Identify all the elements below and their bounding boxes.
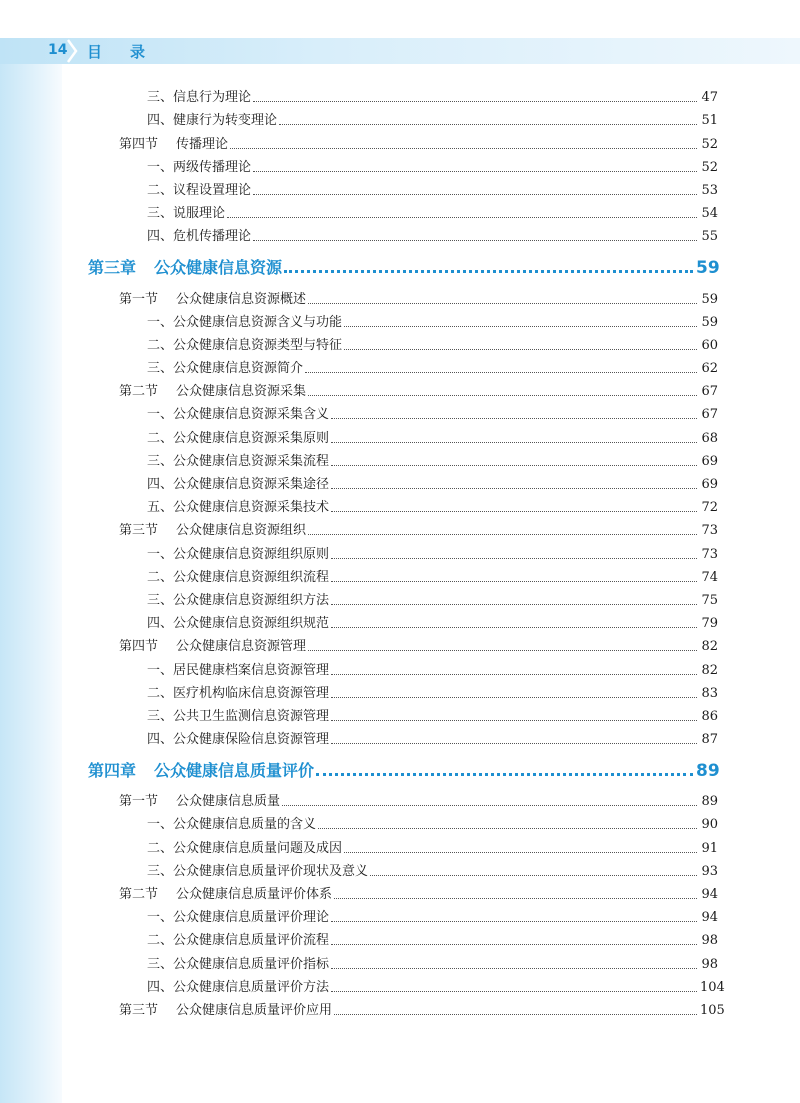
toc-entry-label xyxy=(147,407,329,423)
toc-entry-label xyxy=(147,500,329,516)
toc-chapter-row[interactable] xyxy=(88,253,718,278)
toc-entry-number: 四、 xyxy=(147,229,174,245)
toc-entry-label xyxy=(147,90,251,106)
toc-item-row[interactable] xyxy=(88,400,718,423)
toc-entry-title: 公众健康信息资源组织方法 xyxy=(173,592,330,608)
toc-section-row[interactable] xyxy=(88,787,718,810)
toc-page-number: 59 xyxy=(701,291,718,307)
toc-entry-number: 二、 xyxy=(147,430,174,446)
toc-page-number: 53 xyxy=(701,182,718,198)
toc-item-row[interactable] xyxy=(88,470,718,493)
toc-entry-number: 三、 xyxy=(147,453,174,469)
toc-item-row[interactable] xyxy=(88,702,718,725)
toc-section-row[interactable] xyxy=(88,880,718,903)
toc-page-number: 89 xyxy=(701,794,718,810)
toc-page-number: 69 xyxy=(701,477,718,492)
toc-entry-number: 四、 xyxy=(147,113,174,129)
toc-entry-title: 传播理论 xyxy=(176,136,229,152)
dot-leader xyxy=(331,581,697,582)
toc-entry-number: 一、 xyxy=(147,314,174,330)
toc-item-row[interactable] xyxy=(88,354,718,377)
dot-leader xyxy=(253,171,697,172)
toc-item-row[interactable] xyxy=(88,949,718,972)
toc-entry-title: 公众健康信息资源 xyxy=(154,258,283,278)
dot-leader xyxy=(253,194,697,195)
toc-item-row[interactable] xyxy=(88,222,718,245)
toc-item-row[interactable] xyxy=(88,106,718,129)
toc-entry-label xyxy=(147,864,368,880)
toc-page-number: 73 xyxy=(701,546,718,562)
toc-entry-title: 公众健康信息质量评价 xyxy=(154,761,315,781)
dot-leader xyxy=(331,442,697,443)
header-title: 目录 xyxy=(87,43,174,61)
dot-leader xyxy=(331,968,697,969)
toc-section-row[interactable] xyxy=(88,632,718,655)
toc-page-number: 98 xyxy=(701,933,718,949)
toc-page-number: 68 xyxy=(701,430,718,446)
toc-page-number: 93 xyxy=(701,863,718,879)
toc-item-row[interactable] xyxy=(88,539,718,562)
toc-item-row[interactable] xyxy=(88,857,718,880)
toc-item-row[interactable] xyxy=(88,153,718,176)
toc-entry-title: 公众健康信息资源类型与特征 xyxy=(173,337,343,353)
dot-leader xyxy=(253,101,697,102)
toc-entry-number: 第四节 xyxy=(119,639,159,655)
dot-leader xyxy=(331,743,697,744)
toc-entry-title: 信息行为理论 xyxy=(173,90,252,106)
toc-entry-title: 公众健康保险信息资源管理 xyxy=(173,732,330,748)
toc-page-number: 72 xyxy=(701,500,718,516)
toc-entry-label xyxy=(147,686,329,702)
toc-entry-label xyxy=(147,454,329,470)
toc-entry-title: 说服理论 xyxy=(173,206,226,222)
dot-leader xyxy=(331,991,697,992)
toc-entry-label xyxy=(147,593,329,609)
toc-entry-title: 公众健康信息资源采集 xyxy=(176,384,307,400)
toc-entry-title: 公众健康信息资源采集原则 xyxy=(173,430,330,446)
toc-entry-number: 二、 xyxy=(147,569,174,585)
toc-item-row[interactable] xyxy=(88,308,718,331)
dot-leader xyxy=(227,217,697,218)
toc-entry-label xyxy=(147,570,329,586)
toc-entry-title: 危机传播理论 xyxy=(173,229,252,245)
toc-page-number: 62 xyxy=(701,361,718,377)
toc-page-number: 73 xyxy=(701,523,718,539)
toc-item-row[interactable] xyxy=(88,176,718,199)
toc-page-number: 104 xyxy=(700,979,725,995)
toc-page-number: 83 xyxy=(701,685,718,701)
toc-section-row[interactable] xyxy=(88,129,718,152)
toc-entry-title: 议程设置理论 xyxy=(173,182,252,198)
dot-leader xyxy=(331,418,697,419)
toc-entry-number: 第三章 xyxy=(88,258,137,278)
toc-item-row[interactable] xyxy=(88,679,718,702)
toc-entry-label xyxy=(147,732,329,748)
toc-entry-label xyxy=(147,817,316,833)
toc-page-number: 52 xyxy=(701,159,718,175)
toc-entry-label xyxy=(119,639,306,655)
toc-entry-title: 公众健康信息资源含义与功能 xyxy=(173,314,343,330)
toc-entry-title: 公众健康信息质量评价流程 xyxy=(173,933,330,949)
toc-entry-title: 公众健康信息资源组织流程 xyxy=(173,569,330,585)
dot-leader xyxy=(284,270,693,273)
toc-entry-title: 两级传播理论 xyxy=(173,159,252,175)
dot-leader xyxy=(308,650,697,651)
toc-entry-title: 公众健康信息质量 xyxy=(176,794,281,810)
dot-leader xyxy=(331,921,697,922)
toc-entry-title: 公众健康信息资源组织原则 xyxy=(173,546,330,562)
toc-entry-number: 三、 xyxy=(147,90,174,106)
toc-item-row[interactable] xyxy=(88,725,718,748)
toc-item-row[interactable] xyxy=(88,331,718,354)
left-margin-strip xyxy=(0,64,62,1103)
toc-entry-number: 三、 xyxy=(147,361,174,377)
toc-entry-label xyxy=(147,663,329,679)
toc-entry-label xyxy=(147,229,251,245)
toc-entry-label xyxy=(147,183,251,199)
toc-entry-number: 四、 xyxy=(147,616,174,632)
toc-entry-number: 第三节 xyxy=(119,523,159,539)
toc-entry-label xyxy=(88,258,282,278)
toc-entry-number: 第三节 xyxy=(119,1002,159,1018)
toc-entry-label xyxy=(119,523,306,539)
toc-item-row[interactable] xyxy=(88,493,718,516)
toc-entry-label xyxy=(147,113,277,129)
toc-section-row[interactable] xyxy=(88,516,718,539)
dot-leader xyxy=(308,534,697,535)
dot-leader xyxy=(331,511,697,512)
toc-entry-title: 公众健康信息质量评价方法 xyxy=(173,979,330,995)
toc-page-number: 51 xyxy=(701,113,718,129)
toc-entry-number: 一、 xyxy=(147,817,174,833)
toc-page-number: 82 xyxy=(701,662,718,678)
toc-page-number: 89 xyxy=(696,761,720,782)
toc-item-row[interactable] xyxy=(88,423,718,446)
toc-page-number: 74 xyxy=(701,569,718,585)
toc-page-number: 94 xyxy=(701,910,718,926)
toc-entry-title: 公众健康信息资源组织规范 xyxy=(173,616,330,632)
toc-entry-number: 二、 xyxy=(147,182,174,198)
toc-entry-label xyxy=(147,957,329,973)
dot-leader xyxy=(334,898,697,899)
toc-entry-title: 公众健康信息资源管理 xyxy=(176,639,307,655)
toc-entry-number: 三、 xyxy=(147,956,174,972)
toc-entry-number: 二、 xyxy=(147,685,174,701)
toc-entry-label xyxy=(147,206,225,222)
toc-page-number: 105 xyxy=(700,1002,725,1018)
dot-leader xyxy=(331,627,697,628)
toc-section-row[interactable] xyxy=(88,377,718,400)
toc-entry-label xyxy=(147,431,329,447)
toc-entry-title: 公众健康信息资源采集技术 xyxy=(173,500,330,516)
dot-leader xyxy=(316,773,693,776)
toc-entry-title: 公共卫生监测信息资源管理 xyxy=(173,708,330,724)
toc-page-number: 67 xyxy=(701,407,718,423)
toc-entry-title: 公众健康信息资源简介 xyxy=(173,361,304,377)
toc-entry-label xyxy=(119,384,306,400)
toc-entry-number: 五、 xyxy=(147,500,174,516)
dot-leader xyxy=(370,875,697,876)
toc-entry-number: 四、 xyxy=(147,477,174,492)
toc-section-row[interactable] xyxy=(88,284,718,307)
toc-page-number: 69 xyxy=(701,453,718,469)
toc-page-number: 98 xyxy=(701,956,718,972)
toc-page-number: 87 xyxy=(701,732,718,748)
toc-entry-label xyxy=(147,910,329,926)
toc-entry-label xyxy=(147,933,329,949)
dot-leader xyxy=(282,805,697,806)
toc-page-number: 52 xyxy=(701,136,718,152)
toc-entry-number: 二、 xyxy=(147,337,174,353)
dot-leader xyxy=(230,148,697,149)
toc-item-row[interactable] xyxy=(88,810,718,833)
toc-entry-label xyxy=(147,315,342,331)
toc-entry-title: 公众健康信息资源组织 xyxy=(176,523,307,539)
toc-page-number: 90 xyxy=(701,817,718,833)
toc-entry-label xyxy=(147,841,342,857)
toc-entry-number: 三、 xyxy=(147,592,174,608)
toc-entry-title: 公众健康信息质量评价理论 xyxy=(173,910,330,926)
toc-entry-title: 公众健康信息质量问题及成因 xyxy=(173,840,343,856)
toc-entry-title: 公众健康信息资源采集流程 xyxy=(173,453,330,469)
toc-entry-number: 三、 xyxy=(147,863,174,879)
toc-entry-title: 公众健康信息质量的含义 xyxy=(173,817,317,833)
dot-leader xyxy=(344,326,697,327)
toc-entry-label xyxy=(88,761,314,781)
toc-page-number: 59 xyxy=(696,258,720,279)
toc-entry-title: 公众健康信息资源采集含义 xyxy=(173,407,330,423)
toc-entry-number: 三、 xyxy=(147,206,174,222)
toc-page-number: 86 xyxy=(701,708,718,724)
toc-entry-number: 一、 xyxy=(147,662,174,678)
toc-item-row[interactable] xyxy=(88,609,718,632)
toc-item-row[interactable] xyxy=(88,83,718,106)
dot-leader xyxy=(331,674,697,675)
toc-entry-number: 三、 xyxy=(147,708,174,724)
toc-item-row[interactable] xyxy=(88,903,718,926)
toc-page-number: 75 xyxy=(701,592,718,608)
toc-item-row[interactable] xyxy=(88,447,718,470)
toc-entry-number: 一、 xyxy=(147,910,174,926)
table-of-contents xyxy=(88,83,725,1019)
toc-entry-title: 健康行为转变理论 xyxy=(173,113,278,129)
dot-leader xyxy=(331,558,697,559)
toc-entry-number: 二、 xyxy=(147,840,174,856)
dot-leader xyxy=(344,852,697,853)
toc-entry-number: 四、 xyxy=(147,732,174,748)
toc-item-row[interactable] xyxy=(88,586,718,609)
toc-entry-label xyxy=(119,1003,332,1019)
toc-entry-label xyxy=(119,292,306,308)
toc-entry-number: 第一节 xyxy=(119,291,159,307)
dot-leader xyxy=(331,944,697,945)
toc-page-number: 54 xyxy=(701,206,718,222)
dot-leader xyxy=(331,465,697,466)
toc-entry-label xyxy=(147,547,329,563)
toc-entry-label xyxy=(119,137,228,153)
dot-leader xyxy=(331,697,697,698)
toc-page-number: 82 xyxy=(701,639,718,655)
toc-entry-title: 公众健康信息资源采集途径 xyxy=(173,477,330,492)
dot-leader xyxy=(331,720,697,721)
toc-entry-title: 居民健康档案信息资源管理 xyxy=(173,662,330,678)
toc-entry-label xyxy=(147,338,342,354)
dot-leader xyxy=(318,828,697,829)
toc-entry-label xyxy=(147,160,251,176)
toc-entry-number: 二、 xyxy=(147,933,174,949)
dot-leader xyxy=(253,240,697,241)
toc-page-number: 79 xyxy=(701,616,718,632)
toc-entry-number: 第四节 xyxy=(119,136,159,152)
toc-entry-label xyxy=(147,361,303,377)
toc-page-number: 47 xyxy=(701,90,718,106)
toc-entry-number: 第二节 xyxy=(119,887,159,902)
toc-entry-label xyxy=(119,794,280,810)
dot-leader xyxy=(331,488,697,489)
toc-entry-title: 医疗机构临床信息资源管理 xyxy=(173,685,330,701)
dot-leader xyxy=(305,372,697,373)
toc-entry-title: 公众健康信息质量评价体系 xyxy=(176,887,333,902)
toc-page-number: 55 xyxy=(701,229,718,245)
toc-page-number: 59 xyxy=(701,314,718,330)
toc-item-row[interactable] xyxy=(88,655,718,678)
toc-item-row[interactable] xyxy=(88,833,718,856)
toc-section-row[interactable] xyxy=(88,996,725,1019)
toc-entry-title: 公众健康信息质量评价指标 xyxy=(173,956,330,972)
toc-item-row[interactable] xyxy=(88,973,725,996)
toc-item-row[interactable] xyxy=(88,563,718,586)
toc-page-number: 91 xyxy=(701,840,718,856)
toc-item-row[interactable] xyxy=(88,926,718,949)
toc-entry-number: 第二节 xyxy=(119,384,159,400)
toc-entry-label xyxy=(119,887,332,903)
toc-entry-title: 公众健康信息资源概述 xyxy=(176,291,307,307)
toc-entry-label xyxy=(147,709,329,725)
chevron-right-icon xyxy=(66,38,78,64)
toc-entry-number: 一、 xyxy=(147,546,174,562)
toc-entry-number: 第四章 xyxy=(88,761,137,781)
toc-chapter-row[interactable] xyxy=(88,756,718,781)
toc-entry-number: 四、 xyxy=(147,979,174,995)
toc-entry-title: 公众健康信息质量评价现状及意义 xyxy=(173,863,369,879)
toc-entry-number: 一、 xyxy=(147,407,174,423)
toc-entry-number: 一、 xyxy=(147,159,174,175)
dot-leader xyxy=(334,1014,697,1015)
toc-entry-label xyxy=(147,980,329,996)
dot-leader xyxy=(308,303,697,304)
toc-entry-label xyxy=(147,477,329,493)
dot-leader xyxy=(279,124,697,125)
toc-entry-number: 第一节 xyxy=(119,794,159,810)
dot-leader xyxy=(344,349,697,350)
toc-entry-title: 公众健康信息质量评价应用 xyxy=(176,1002,333,1018)
dot-leader xyxy=(331,604,697,605)
page-number: 14 xyxy=(48,42,68,58)
toc-page-number: 67 xyxy=(701,384,718,400)
toc-item-row[interactable] xyxy=(88,199,718,222)
toc-entry-label xyxy=(147,616,329,632)
dot-leader xyxy=(308,395,697,396)
toc-page-number: 94 xyxy=(701,887,718,902)
toc-page-number: 60 xyxy=(701,337,718,353)
